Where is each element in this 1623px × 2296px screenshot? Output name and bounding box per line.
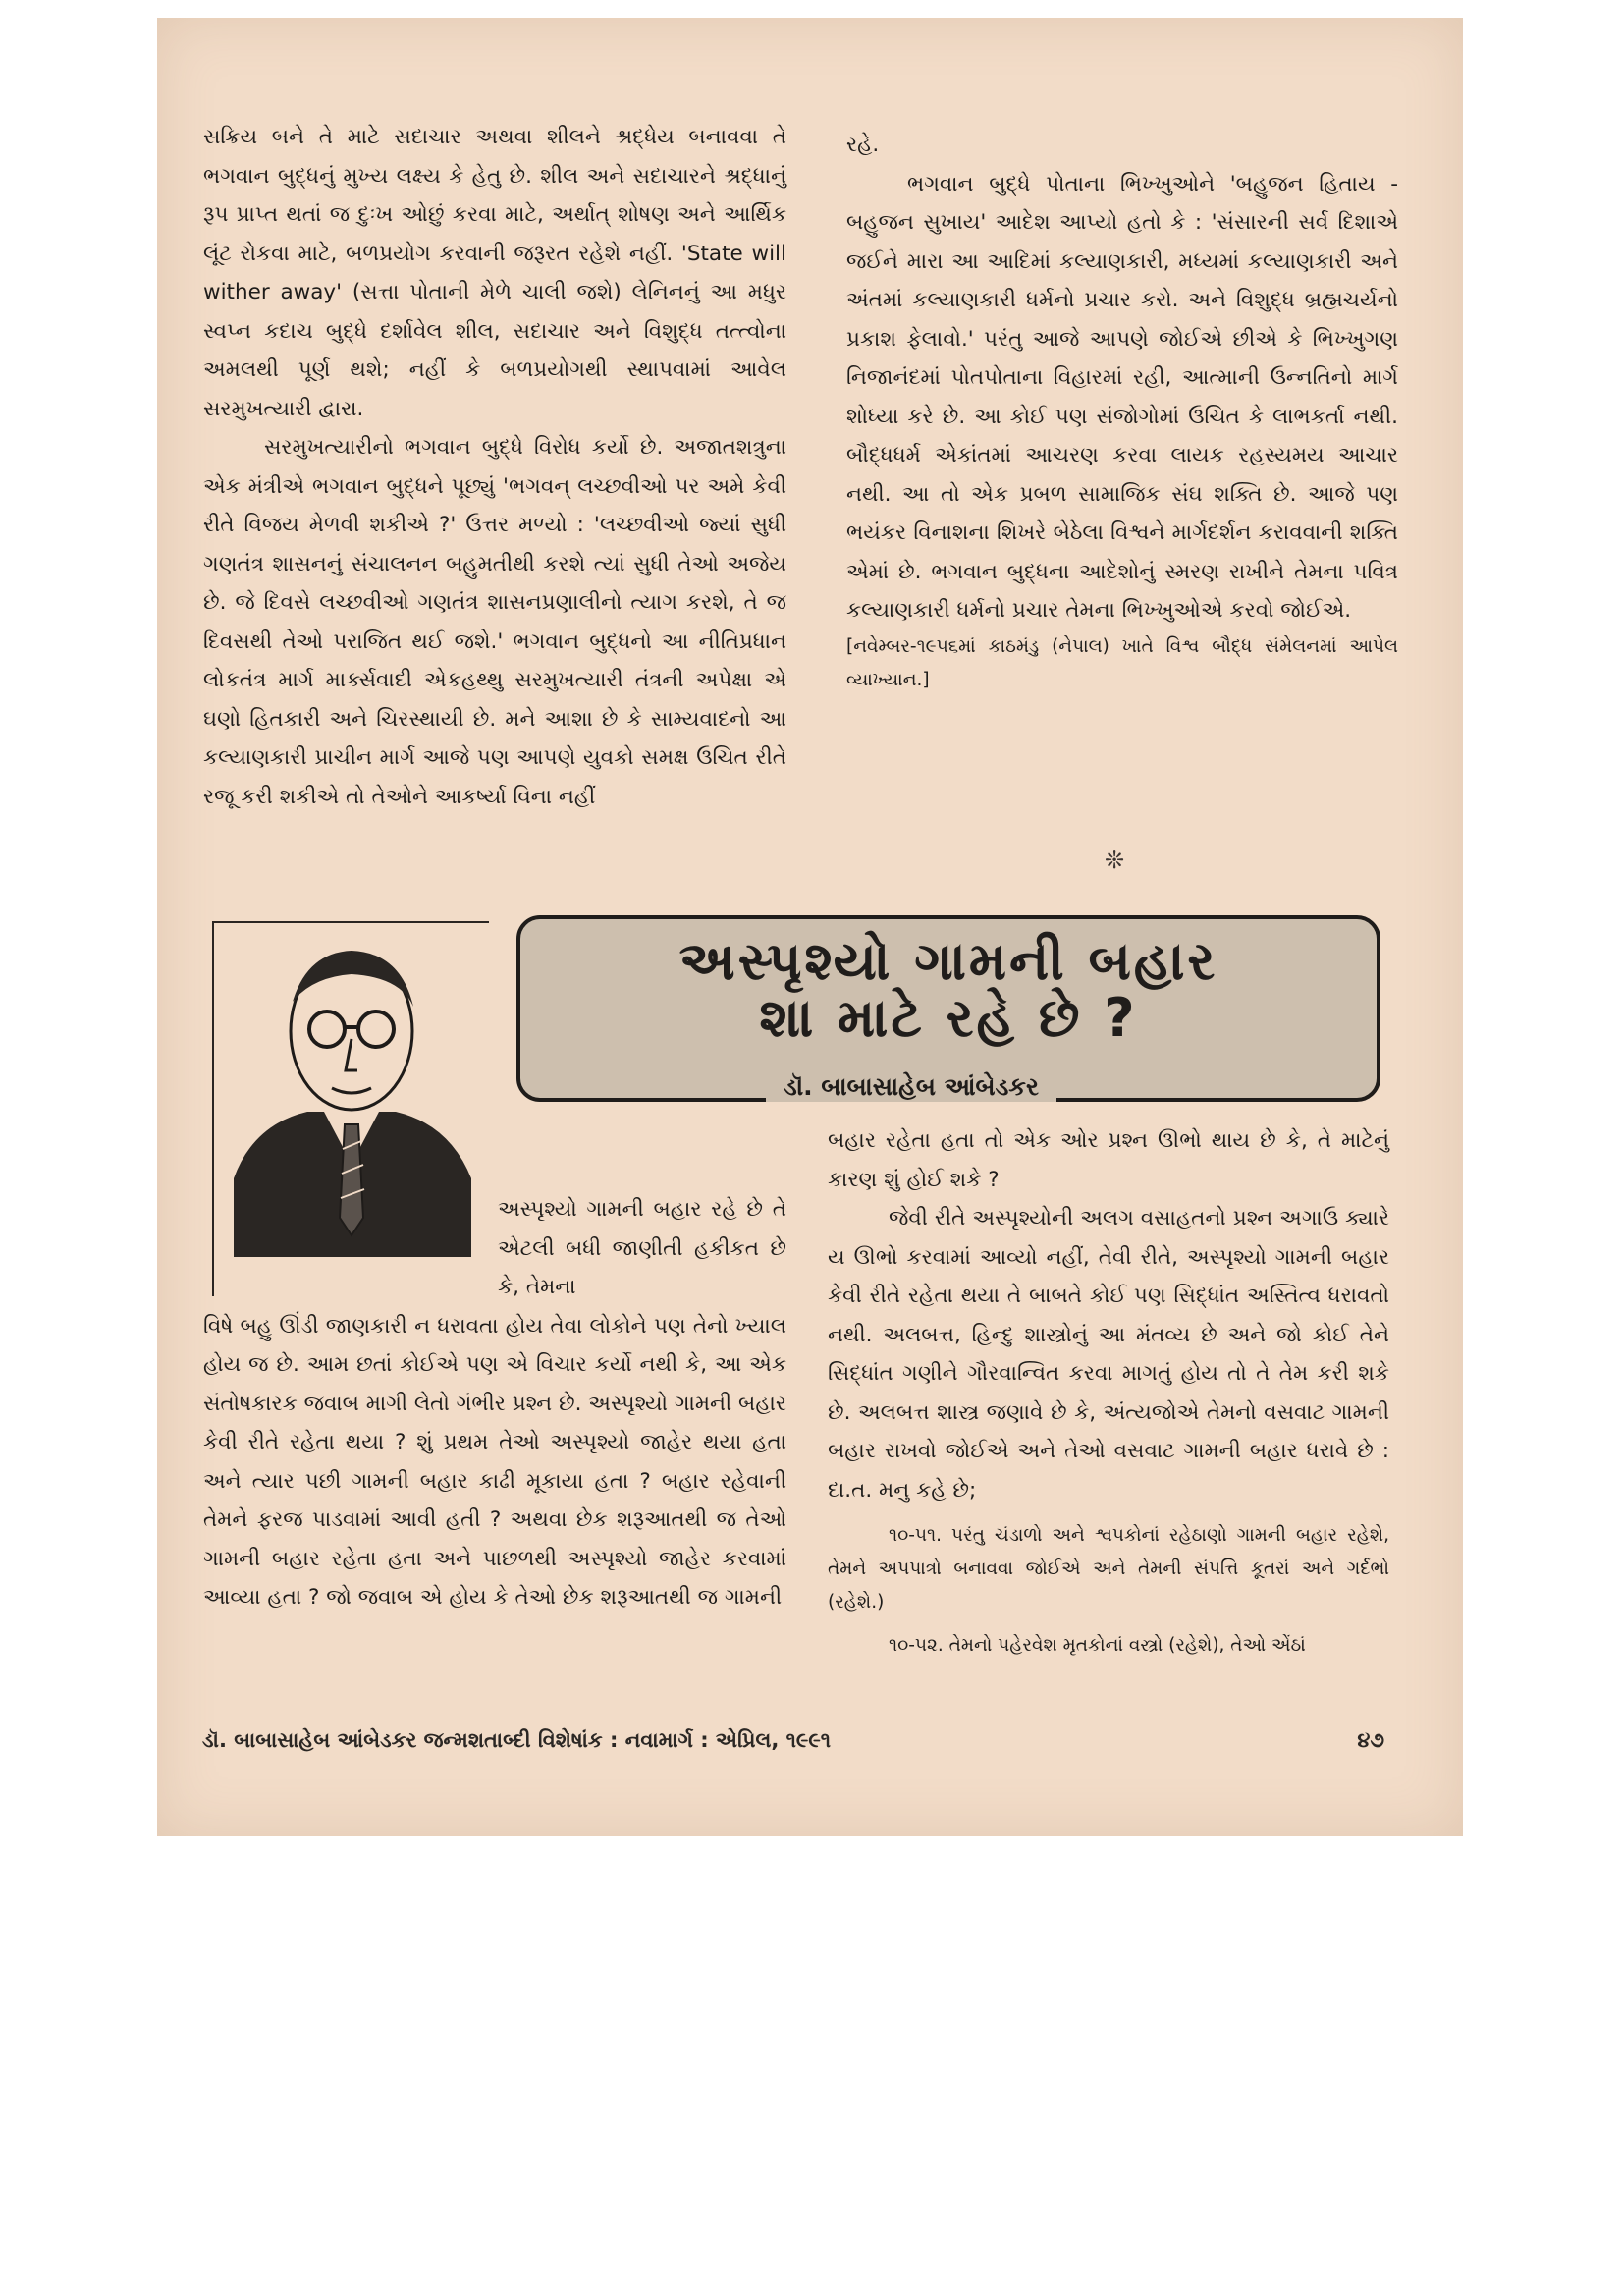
footer-text: ડૉ. બાબાસાહેબ આંબેડકર જન્મશતાબ્દી વિશેષાંક : નવામાર્ગ : એપ્રિલ, ૧૯૯૧ (202, 1728, 832, 1752)
paragraph: અસ્પૃશ્યો ગામની બહાર રહે છે તે એટલી બધી જાણીતી હકીકત છે કે, તેમના (498, 1197, 786, 1299)
paragraph: સરમુખત્યારીનો ભગવાન બુદ્ધે વિરોધ કર્યો છે. અજાતશત્રુના એક મંત્રીએ ભગવાન બુદ્ધને પૂછ્યું 'ભગવન્ લચ્છવીઓ પર અમે કેવી રીતે વિજય મેળવી શકીએ ?' ઉત્તર મળ્યો : 'લચ્છવીઓ જ્યાં સુધી ગણતંત્ર શાસનનું સંચાલનન બહુમતીથી કરશે ત્યાં સુધી તેઓ અજેય છે. જે દિવસે લચ્છવીઓ ગણતંત્ર શાસનપ્રણાલીનો ત્યાગ કરશે, તે જ દિવસથી તેઓ પરાજિત થઈ જશે.' ભગવાન બુદ્ધનો આ નીતિપ્રધાન લોકતંત્ર માર્ગ માર્ક્સવાદી એકહથ્થુ સરમુખત્યારી તંત્રની અપેક્ષા એ ઘણો હિતકારી અને ચિરસ્થાયી છે. મને આશા છે કે સામ્યવાદનો આ કલ્યાણકારી પ્રાચીન માર્ગ આજે પણ આપણે યુવકો સમક્ષ ઉચિત રીતે રજૂ કરી શકીએ તો તેઓને આકર્ષ્યા વિના નહીં (203, 435, 786, 809)
verse-quote: ૧૦-૫૨. તેમનો પહેરવેશ મૃતકોનાં વસ્ત્રો (રહેશે), તેઓ એંઠાં (889, 1635, 1306, 1656)
article-title-line2: શા માટે રહે છે ? (759, 987, 1138, 1049)
source-note: [નવેમ્બર-૧૯૫૬માં કાઠમંડુ (નેપાલ) ખાતે વિશ્વ બૌદ્ધ સંમેલનમાં આપેલ વ્યાખ્યાન.] (846, 635, 1398, 690)
section-divider: ❊ (1105, 847, 1125, 874)
paragraph: ભગવાન બુદ્ધે પોતાના ભિખ્ખુઓને 'બહુજન હિતાય - બહુજન સુખાય' આદેશ આપ્યો હતો કે : 'સંસારની સર્વ દિશાએ જઈને મારા આ આદિમાં કલ્યાણકારી, મધ્યમાં કલ્યાણકારી અને અંતમાં કલ્યાણકારી ધર્મનો પ્રચાર કરો. અને વિશુદ્ધ બ્રહ્મચર્યનો પ્રકાશ ફેલાવો.' પરંતુ આજે આપણે જોઈએ છીએ કે ભિખ્ખુગણ નિજાનંદમાં પોતપોતાના વિહારમાં રહી, આત્માની ઉન્નતિનો માર્ગ શોધ્યા કરે છે. આ કોઈ પણ સંજોગોમાં ઉચિત કે લાભકર્તા નથી. બૌદ્ધધર્મ એકાંતમાં આચરણ કરવા લાયક રહસ્યમય આચાર નથી. આ તો એક પ્રબળ સામાજિક સંઘ શક્તિ છે. આજે પણ ભયંકર વિનાશના શિખરે બેઠેલા વિશ્વને માર્ગદર્શન કરાવવાની શક્તિ એમાં છે. ભગવાન બુદ્ધના આદેશોનું સ્મરણ રાખીને તેમના પવિત્ર કલ્યાણકારી ધર્મનો પ્રચાર તેમના ભિખ્ખુઓએ કરવો જોઈએ. (846, 171, 1398, 623)
article-author: ડૉ. બાબાસાહેબ આંબેડકર (766, 1072, 1056, 1102)
paragraph: જેવી રીતે અસ્પૃશ્યોની અલગ વસાહતનો પ્રશ્ન અગાઉ ક્યારે ય ઊભો કરવામાં આવ્યો નહીં, તેવી રીતે, અસ્પૃશ્યો ગામની બહાર કેવી રીતે રહેતા થયા તે બાબતે કોઈ પણ સિદ્ધાંત અસ્તિત્વ ધરાવતો નથી. અલબત્ત, હિન્દુ શાસ્ત્રોનું આ મંતવ્ય છે અને જો કોઈ તેને સિદ્ધાંત ગણીને ગૌરવાન્વિત કરવા માગતું હોય તો તે તેમ કરી શકે છે. અલબત્ત શાસ્ત્ર જણાવે છે કે, અંત્યજોએ તેમનો વસવાટ ગામની બહાર રાખવો જોઈએ અને તેઓ વસવાટ ગામની બહાર ધરાવે છે : દા.ત. મનુ કહે છે; (828, 1206, 1389, 1503)
page-footer (196, 1724, 1384, 1764)
article-title-box (516, 915, 1380, 1102)
article-title-line1: અસ્પૃશ્યો ગામની બહાર (678, 930, 1218, 992)
paragraph: વિષે બહુ ઊંડી જાણકારી ન ધરાવતા હોય તેવા લોકોને પણ તેનો ખ્યાલ હોય જ છે. આમ છતાં કોઈએ પણ એ વિચાર કર્યો નથી કે, આ એક સંતોષકારક જવાબ માગી લેતો ગંભીર પ્રશ્ન છે. અસ્પૃશ્યો ગામની બહાર કેવી રીતે રહેતા થયા ? શું પ્રથમ તેઓ અસ્પૃશ્યો જાહેર થયા હતા અને ત્યાર પછી ગામની બહાર કાઢી મૂકાયા હતા ? બહાર રહેવાની તેમને ફરજ પાડવામાં આવી હતી ? અથવા છેક શરૂઆતથી જ તેઓ ગામની બહાર રહેતા હતા અને પાછળથી અસ્પૃશ્યો જાહેર કરવામાં આવ્યા હતા ? જો જવાબ એ હોય કે તેઓ છેક શરૂઆતથી જ ગામની (203, 1313, 786, 1610)
paragraph: સક્રિય બને તે માટે સદાચાર અથવા શીલને શ્રદ્ધેય બનાવવા તે ભગવાન બુદ્ધનું મુખ્ય લક્ષ્ય કે હેતુ છે. શીલ અને સદાચારને શ્રદ્ધાનું રૂપ પ્રાપ્ત થતાં જ દુઃખ ઓછું કરવા માટે, અર્થાત્ શોષણ અને આર્થિક લૂંટ રોકવા માટે, બળપ્રયોગ કરવાની જરૂરત રહેશે નહીં. 'State will wither away' (સત્તા પોતાની મેળે ચાલી જશે) લેનિનનું આ મધુર સ્વપ્ન કદાચ બુદ્ધે દર્શાવેલ શીલ, સદાચાર અને વિશુદ્ધ તત્ત્વોના અમલથી પૂર્ણ થશે; નહીં કે બળપ્રયોગથી સ્થાપવામાં આવેલ સરમુખત્યારી દ્વારા. (203, 125, 786, 421)
right-column-top (846, 126, 1398, 697)
right-column-bottom (828, 1121, 1389, 1663)
paragraph: બહાર રહેતા હતા તો એક ઓર પ્રશ્ન ઊભો થાય છે કે, તે માટેનું કારણ શું હોઈ શકે ? (828, 1128, 1389, 1192)
paragraph: રહે. (846, 133, 880, 157)
page-number: ૪૭ (1357, 1728, 1384, 1752)
verse-quote: ૧૦-૫૧. પરંતુ ચંડાળો અને શ્વપકોનાં રહેઠાણો ગામની બહાર રહેશે, તેમને અપપાત્રો બનાવવા જોઈએ અને તેમની સંપત્તિ કૂતરાં અને ગર્દભો (રહેશે.) (828, 1525, 1389, 1613)
left-column-top (203, 118, 786, 816)
left-column-bottom (203, 1190, 786, 1617)
